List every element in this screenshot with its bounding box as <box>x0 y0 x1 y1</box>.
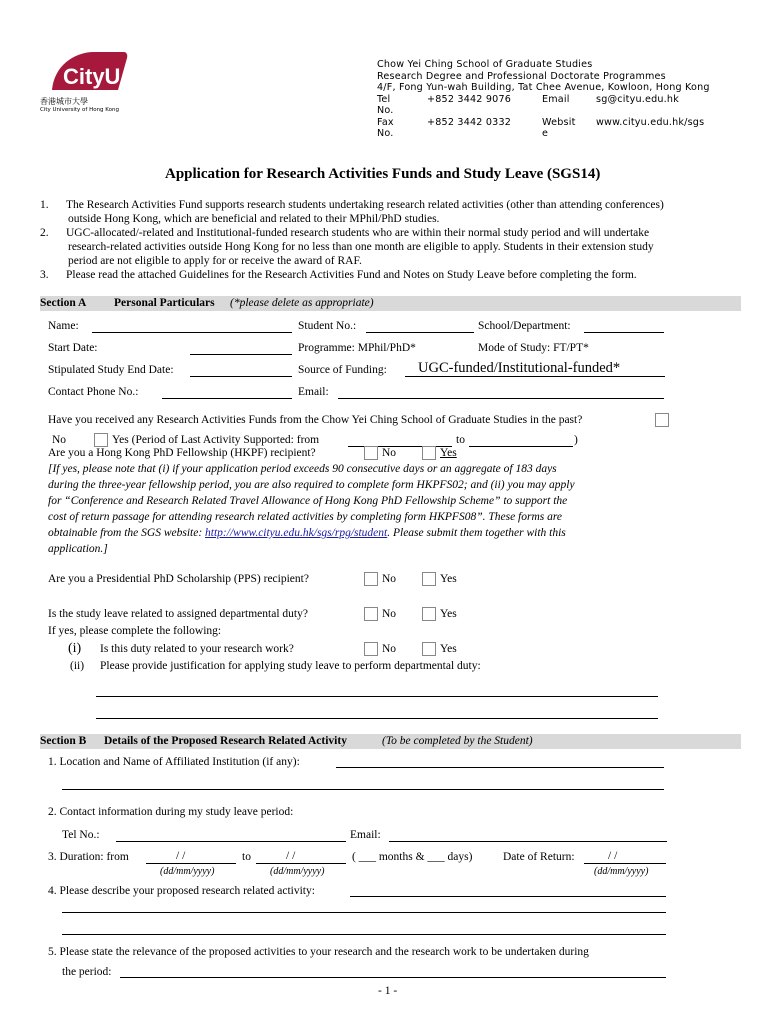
hkpf-note-2: during the three-year fellowship period, you are also required to complete form HKPFS02; and (ii) you may apply <box>48 479 575 491</box>
hkpf-note-1: [If yes, please note that (i) if your application period exceeds 90 consecutive days or an aggregate of 183 days <box>48 463 557 475</box>
hkpf-yes-checkbox[interactable] <box>422 446 436 460</box>
sgs-website-link[interactable]: http://www.cityu.edu.hk/sgs/rpg/student <box>205 527 388 539</box>
hkpf-yes-label: Yes <box>440 447 457 459</box>
q1-field-2[interactable] <box>62 789 664 790</box>
q3-duration: 3. Duration: from <box>48 851 129 863</box>
tel-value: +852 3442 9076 <box>427 94 512 105</box>
funding-field[interactable] <box>405 376 665 377</box>
hkpf-note-6: application.] <box>48 543 108 555</box>
received-yes-checkbox[interactable] <box>94 433 108 447</box>
duty-no-label: No <box>382 608 397 620</box>
website-label: Websit <box>542 117 576 128</box>
hkpf-no-checkbox[interactable] <box>364 446 378 460</box>
b-email-label: Email: <box>350 829 381 841</box>
hkpf-note-5-prefix: obtainable from the SGS website: <box>48 527 203 539</box>
period-close-paren: ) <box>574 434 578 446</box>
contact-phone-field[interactable] <box>162 398 292 399</box>
website-value[interactable]: www.cityu.edu.hk/sgs <box>596 117 705 128</box>
name-field[interactable] <box>92 332 292 333</box>
cityu-logo-mark <box>38 46 138 96</box>
section-b-title: Details of the Proposed Research Related Activity <box>104 735 347 747</box>
pps-no-checkbox[interactable] <box>364 572 378 586</box>
mode-of-study-label: Mode of Study: FT/PT* <box>478 342 589 354</box>
from-date-field[interactable] <box>146 863 236 864</box>
hkpf-note-4: cost of return passage for attending research related activities by completing form HKPFS08”. These forms are <box>48 511 563 523</box>
pps-no-label: No <box>382 573 397 585</box>
hkpf-no-label: No <box>382 447 397 459</box>
q-duty: Is the study leave related to assigned departmental duty? <box>48 608 308 620</box>
q1-field[interactable] <box>336 767 664 768</box>
note-3-num: 3. <box>40 269 49 281</box>
received-yes-label: Yes (Period of Last Activity Supported: from <box>112 434 320 446</box>
months-days[interactable]: ( ___ months & ___ days) <box>352 851 473 863</box>
section-b-note: (To be completed by the Student) <box>382 735 533 747</box>
school-address: 4/F, Fong Yun-wah Building, Tat Chee Avenue, Kowloon, Hong Kong <box>377 82 710 93</box>
page-number: - 1 - <box>378 985 398 997</box>
q5-field[interactable] <box>120 977 666 978</box>
q2-contact: 2. Contact information during my study leave period: <box>48 806 294 818</box>
pps-yes-label: Yes <box>440 573 457 585</box>
q4-activity: 4. Please describe your proposed research related activity: <box>48 885 315 897</box>
sub-ii-num: (ii) <box>70 660 85 672</box>
return-date-field[interactable] <box>584 863 666 864</box>
sub-i-yes-label: Yes <box>440 643 457 655</box>
note-1-num: 1. <box>40 199 49 211</box>
to-date-field[interactable] <box>256 863 346 864</box>
to-date-hint: (dd/mm/yyyy) <box>270 866 325 877</box>
q4-field[interactable] <box>350 896 666 897</box>
duty-yes-checkbox[interactable] <box>422 607 436 621</box>
end-date-label: Stipulated Study End Date: <box>48 364 174 376</box>
sub-i-question: Is this duty related to your research work? <box>100 643 294 655</box>
email-field[interactable] <box>338 398 664 399</box>
note-2-line2: research-related activities outside Hong Kong for no less than one month are eligible to apply. Students in their extension study <box>68 241 654 253</box>
note-1-line2: outside Hong Kong, which are beneficial and related to their MPhil/PhD studies. <box>68 213 440 225</box>
start-date-field[interactable] <box>190 354 292 355</box>
school-dept-field[interactable] <box>584 332 664 333</box>
section-a-label: Section A <box>40 297 87 309</box>
return-date-value[interactable]: / / <box>608 850 618 862</box>
fax-value: +852 3442 0332 <box>427 117 512 128</box>
period-to-label: to <box>456 434 465 446</box>
section-a-title: Personal Particulars <box>114 297 215 309</box>
website-label-2: e <box>542 128 549 139</box>
cityu-logo <box>38 46 138 116</box>
hkpf-note-5 <box>48 527 566 539</box>
return-date-hint: (dd/mm/yyyy) <box>594 866 649 877</box>
email-field-label: Email: <box>298 386 329 398</box>
return-date-label: Date of Return: <box>503 851 575 863</box>
school-dept-label: School/Department: <box>478 320 571 332</box>
justification-line-2[interactable] <box>96 718 658 719</box>
q-received-funds: Have you received any Research Activities Funds from the Chow Yei Ching School of Graduate Studies in the past? <box>48 414 583 426</box>
q-pps: Are you a Presidential PhD Scholarship (PPS) recipient? <box>48 573 309 585</box>
q1-location: 1. Location and Name of Affiliated Institution (if any): <box>48 756 300 768</box>
student-no-field[interactable] <box>366 332 474 333</box>
start-date-label: Start Date: <box>48 342 98 354</box>
b-tel-field[interactable] <box>116 841 346 842</box>
note-2-num: 2. <box>40 227 49 239</box>
fax-label: Fax <box>377 117 394 128</box>
student-no-label: Student No.: <box>298 320 357 332</box>
sub-i-yes-checkbox[interactable] <box>422 642 436 656</box>
b-email-field[interactable] <box>389 841 667 842</box>
from-date-hint: (dd/mm/yyyy) <box>160 866 215 877</box>
funding-label: Source of Funding: <box>298 364 387 376</box>
if-yes-label: If yes, please complete the following: <box>48 625 222 637</box>
b-tel-label: Tel No.: <box>62 829 100 841</box>
from-date-value[interactable]: / / <box>176 850 186 862</box>
note-2-line3: period are not eligible to apply for or receive the award of RAF. <box>68 255 362 267</box>
received-funds-checkbox[interactable] <box>655 413 669 427</box>
q5-relevance-2: the period: <box>62 966 112 978</box>
to-date-value[interactable]: / / <box>286 850 296 862</box>
sub-i-num: (i) <box>68 641 82 656</box>
email-label: Email <box>542 94 570 105</box>
note-2-line1: UGC-allocated/-related and Institutional-funded research students who are within their normal study period and will undertake <box>66 227 650 239</box>
sub-ii-question: Please provide justification for applying study leave to perform departmental duty: <box>100 660 481 672</box>
programme-label: Programme: MPhil/PhD* <box>298 342 416 354</box>
q4-field-3[interactable] <box>62 934 666 935</box>
sub-i-no-label: No <box>382 643 397 655</box>
note-3-line1: Please read the attached Guidelines for the Research Activities Fund and Notes on Study Leave before completing the form. <box>66 269 637 281</box>
period-to-field[interactable] <box>469 446 573 447</box>
q4-field-2[interactable] <box>62 912 666 913</box>
justification-line-1[interactable] <box>96 696 658 697</box>
pps-yes-checkbox[interactable] <box>422 572 436 586</box>
section-b-label: Section B <box>40 735 87 747</box>
duty-no-checkbox[interactable] <box>364 607 378 621</box>
school-programme: Research Degree and Professional Doctorate Programmes <box>377 71 666 82</box>
logo-english-name: City University of Hong Kong <box>40 107 119 113</box>
logo-chinese-name: 香港城市大學 <box>40 97 88 106</box>
contact-phone-label: Contact Phone No.: <box>48 386 139 398</box>
name-label: Name: <box>48 320 79 332</box>
end-date-field[interactable] <box>190 376 292 377</box>
section-a-note: (*please delete as appropriate) <box>230 297 374 309</box>
tel-label-2: No. <box>377 105 394 116</box>
hkpf-note-3: for “Conference and Research Related Travel Allowance of Hong Kong PhD Fellowship Scheme” to support the <box>48 495 568 507</box>
logo-brand: CityU <box>63 64 121 89</box>
funding-value[interactable]: UGC-funded/Institutional-funded* <box>418 360 621 376</box>
fax-label-2: No. <box>377 128 394 139</box>
q-hkpf: Are you a Hong Kong PhD Fellowship (HKPF) recipient? <box>48 447 316 459</box>
form-title: Application for Research Activities Funds and Study Leave (SGS14) <box>165 166 601 182</box>
q5-relevance-1: 5. Please state the relevance of the proposed activities to your research and the research work to be undertaken during <box>48 946 589 958</box>
to-label: to <box>242 851 251 863</box>
email-value[interactable]: sg@cityu.edu.hk <box>596 94 679 105</box>
tel-label: Tel <box>377 94 391 105</box>
duty-yes-label: Yes <box>440 608 457 620</box>
hkpf-note-5-suffix: . Please submit them together with this <box>387 527 566 539</box>
sub-i-no-checkbox[interactable] <box>364 642 378 656</box>
received-no-label: No <box>52 434 67 446</box>
note-1-line1: The Research Activities Fund supports research students undertaking research related activities (other than attending conferences) <box>66 199 664 211</box>
school-name: Chow Yei Ching School of Graduate Studies <box>377 59 593 70</box>
